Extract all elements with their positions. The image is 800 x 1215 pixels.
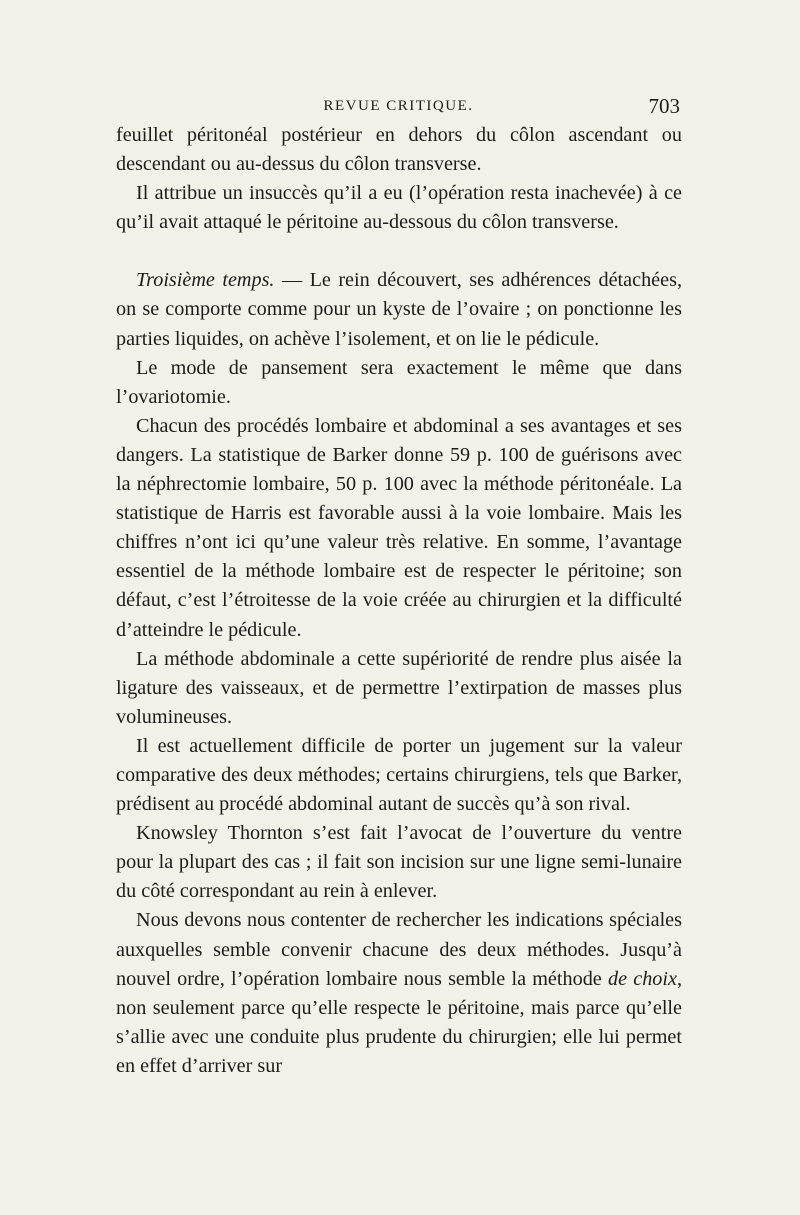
paragraph: Chacun des procédés lombaire et abdominal a ses avantages et ses dangers. La statistique de Barker donne 59 p. 100 de guérisons avec la néphrectomie lombaire, 50 p. 100 avec la méthode péritonéale. La statistique de Harris est favorable aussi à la voie lombaire. Mais les chiffres n’ont ici qu’une valeur très relative. En somme, l’avantage essentiel de la méthode lombaire est de respecter le péritoine; son défaut, c’est l’étroitesse de la voie créée au chirurgien et la difficulté d’atteindre le pédicule. [116, 414, 682, 641]
paragraph: Troisième temps. — Le rein découvert, ses adhérences détachées, on se comporte comme pour un kyste de l’ovaire ; on ponctionne les parties liquides, on achève l’isolement, et on lie le pédicule. [116, 269, 682, 350]
paragraph: Knowsley Thornton s’est fait l’avocat de l’ouverture du ventre pour la plupart des cas ; il fait son incision sur une ligne semi-lunaire du côté correspondant au rein à enlever. [116, 822, 682, 903]
emphasis: de choix [607, 967, 677, 990]
running-header [117, 94, 680, 122]
body-text [116, 121, 682, 1081]
paragraph: feuillet péritonéal postérieur en dehors du côlon ascendant ou descendant ou au-dessus du côlon transverse. [116, 124, 682, 176]
running-title: REVUE CRITIQUE. [323, 98, 474, 114]
paragraph: Il est actuellement difficile de porter un jugement sur la valeur comparative des deux méthodes; certains chirurgiens, tels que Barker, prédisent au procédé abdominal autant de succès qu’à son rival. [116, 734, 682, 816]
paragraph: Il attribue un insuccès qu’il a eu (l’opération resta inachevée) à ce qu’il avait attaqué le péritoine au-dessous du côlon transverse. [116, 182, 682, 234]
paragraph: Nous devons nous contenter de rechercher les indications spéciales auxquelles semble convenir chacune des deux méthodes. Jusqu’à nouvel ordre, l’opération lombaire nous semble la méthode de choix, non seulement parce qu’elle respecte le péritoine, mais parce qu’elle s’allie avec une conduite plus prudente du chirurgien; elle lui permet en effet d’arriver sur [116, 909, 682, 1077]
section-lead: Troisième temps. [136, 269, 275, 292]
page-number: 703 [648, 94, 680, 118]
paragraph: Le mode de pansement sera exactement le même que dans l’ovariotomie. [116, 356, 682, 408]
paragraph: La méthode abdominale a cette supériorité de rendre plus aisée la ligature des vaisseaux, et de permettre l’extirpation de masses plus volumineuses. [116, 647, 682, 728]
